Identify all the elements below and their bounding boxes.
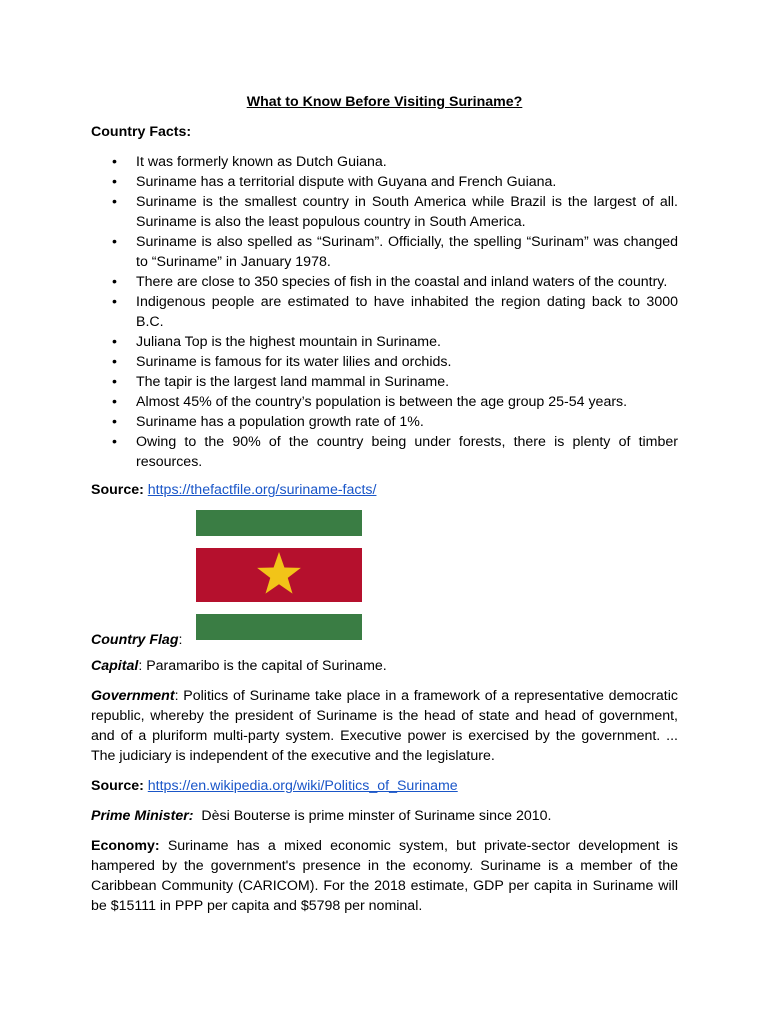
country-flag-label: Country Flag: — [91, 632, 183, 648]
economy-label: Economy: — [91, 838, 160, 854]
flag-white-stripe-top — [196, 536, 362, 548]
prime-minister-paragraph — [91, 806, 678, 826]
prime-minister-label: Prime Minister: — [91, 808, 194, 824]
capital-text: Paramaribo is the capital of Suriname. — [142, 658, 387, 674]
government-text: Politics of Suriname take place in a framework of a representative democratic republic, whereby the president of Suriname is the head of state and head of government, and of a pluriform multi-party system. Executive power is exercised by the government. ... The judiciary is independent of the executive and the legislature. — [91, 688, 678, 764]
list-item: • Almost 45% of the country’s population is between the age group 25-54 years. — [136, 392, 678, 412]
source-label: Source: — [91, 482, 144, 498]
page-title: What to Know Before Visiting Suriname? — [246, 94, 523, 110]
facts-list — [91, 152, 678, 472]
list-item: • Suriname is the smallest country in South America while Brazil is the largest of all. Suriname is also the least populous country in South America. — [136, 192, 678, 232]
list-item: • Suriname is also spelled as “Surinam”. Officially, the spelling “Surinam” was changed to “Suriname” in January 1978. — [136, 232, 678, 272]
source-link-factfile[interactable]: https://thefactfile.org/suriname-facts/ — [147, 482, 377, 498]
source-line-government — [91, 776, 678, 796]
capital-paragraph: Capital: Paramaribo is the capital of Suriname. — [91, 658, 387, 674]
country-flag-row — [91, 510, 678, 646]
source-label: Source: — [91, 778, 144, 794]
list-item: • Suriname has a territorial dispute with Guyana and French Guiana. — [136, 172, 678, 192]
capital-label: Capital — [91, 658, 139, 674]
country-facts-heading: Country Facts: — [91, 124, 192, 140]
list-item: • Suriname is famous for its water lilies and orchids. — [136, 352, 678, 372]
suriname-flag-image — [196, 510, 362, 640]
government-paragraph: Government: Politics of Suriname take place in a framework of a representative democratic republic, whereby the president of Suriname is the head of state and head of government, and of a pluriform multi-party system. Executive power is exercised by the government. ... The judiciary is independent of the executive and the legislature. — [91, 688, 678, 764]
economy-paragraph — [91, 836, 678, 916]
source-link-wikipedia[interactable]: https://en.wikipedia.org/wiki/Politics_of_Suriname — [147, 778, 458, 794]
list-item: • Indigenous people are estimated to have inhabited the region dating back to 3000 B.C. — [136, 292, 678, 332]
economy-text: Suriname has a mixed economic system, but private-sector development is hampered by the government's presence in the economy. Suriname is a member of the Caribbean Community (CARICOM). For the 2018 estimate, GDP per capita in Suriname will be $15111 in PPP per capita and $5798 per nominal. — [91, 838, 678, 914]
list-item: • Owing to the 90% of the country being under forests, there is plenty of timber resources. — [136, 432, 678, 472]
source-line-facts — [91, 480, 678, 500]
flag-green-stripe-bottom — [196, 614, 362, 640]
list-item: • Juliana Top is the highest mountain in Suriname. — [136, 332, 678, 352]
list-item: • It was formerly known as Dutch Guiana. — [136, 152, 678, 172]
document-page — [91, 92, 678, 926]
government-label: Government — [91, 688, 175, 704]
prime-minister-text: Dèsi Bouterse is prime minster of Suriname since 2010. — [193, 808, 552, 824]
list-item: • There are close to 350 species of fish in the coastal and inland waters of the country. — [136, 272, 678, 292]
flag-green-stripe-top — [196, 510, 362, 536]
list-item: • The tapir is the largest land mammal in Suriname. — [136, 372, 678, 392]
list-item: • Suriname has a population growth rate of 1%. — [136, 412, 678, 432]
flag-white-stripe-bottom — [196, 602, 362, 614]
